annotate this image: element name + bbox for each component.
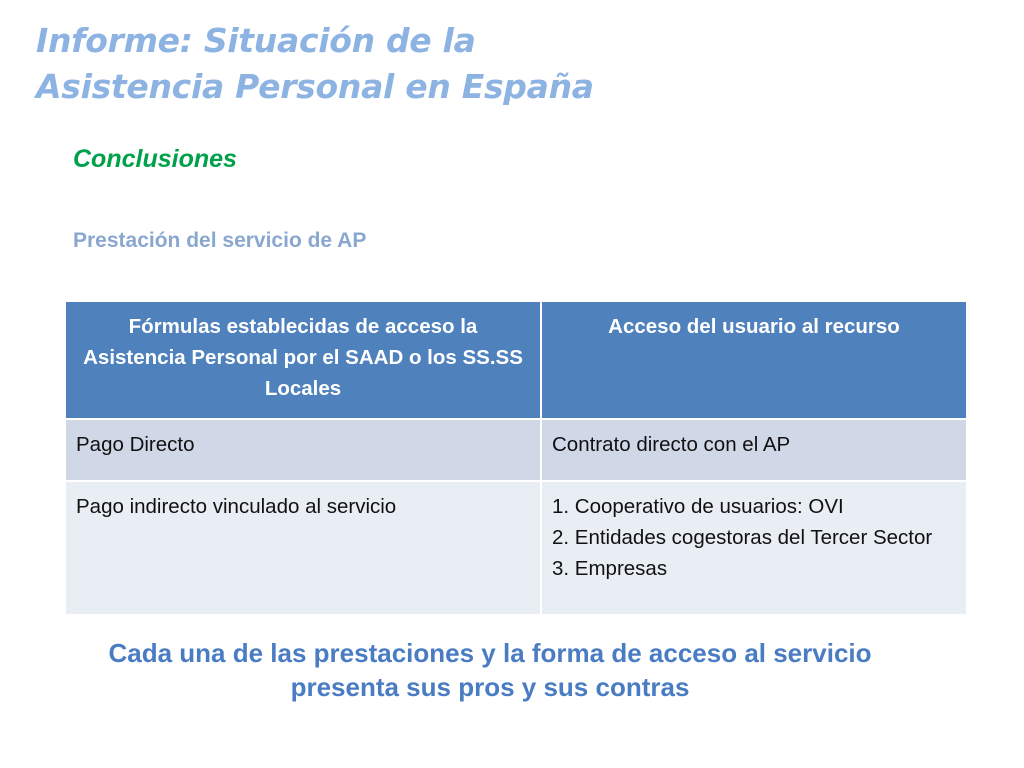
list-item: 1. Cooperativo de usuarios: OVI xyxy=(552,495,844,518)
access-table xyxy=(64,300,968,616)
slide-title xyxy=(36,18,594,110)
list-item: 2. Entidades cogestoras del Tercer Sector xyxy=(552,526,933,549)
header-access-formulas: Fórmulas establecidas de acceso la Asistencia Personal por el SAAD o los SS.SS Locales xyxy=(65,301,541,419)
table-cell-list xyxy=(541,481,967,615)
table-cell: Pago Directo xyxy=(65,419,541,481)
table-cell: Pago indirecto vinculado al servicio xyxy=(65,481,541,615)
slide-title-line2: Asistencia Personal en España xyxy=(36,67,594,106)
table-header-row xyxy=(65,301,967,419)
section-heading: Prestación del servicio de AP xyxy=(73,229,367,252)
conclusion-note: Cada una de las prestaciones y la forma de acceso al servicio presenta sus pros y sus contras xyxy=(108,638,872,702)
slide-title-line1: Informe: Situación de la xyxy=(36,21,476,60)
list-item: 3. Empresas xyxy=(552,557,668,580)
table-row xyxy=(65,419,967,481)
table-cell: Contrato directo con el AP xyxy=(541,419,967,481)
table-row xyxy=(65,481,967,615)
slide-subtitle: Conclusiones xyxy=(73,145,237,173)
header-user-access: Acceso del usuario al recurso xyxy=(541,301,967,419)
